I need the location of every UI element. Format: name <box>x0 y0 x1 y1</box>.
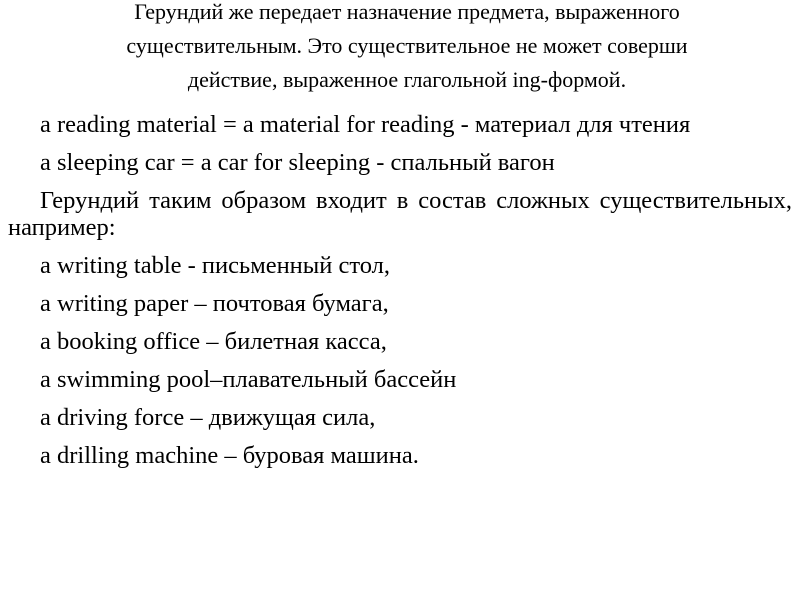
list-item: a writing table - письменный стол, <box>40 252 391 279</box>
intro-line-1: Герундий же передает назначение предмета, выраженного <box>134 0 680 24</box>
example-sleeping: a sleeping car = a car for sleeping - спальный вагон <box>40 149 555 176</box>
list-item: a driving force – движущая сила, <box>40 404 376 431</box>
intro-paragraph <box>0 0 800 97</box>
intro-line-2: существительным. Это существительное не может соверши <box>126 33 688 58</box>
example-reading: a reading material = a material for reading - материал для чтения <box>40 111 691 138</box>
intro-line-3: действие, выраженное глагольной ing-формой. <box>187 67 627 92</box>
list-item: a booking office – билетная касса, <box>40 328 387 355</box>
list-item: a drilling machine – буровая машина. <box>40 442 419 469</box>
list-item: a swimming pool–плавательный бассейн <box>40 366 457 393</box>
main-text <box>8 111 792 469</box>
compound-intro: Герундий таким образом входит в состав сложных существительных, например: <box>8 187 792 241</box>
list-item: a writing paper – почтовая бумага, <box>40 290 389 317</box>
